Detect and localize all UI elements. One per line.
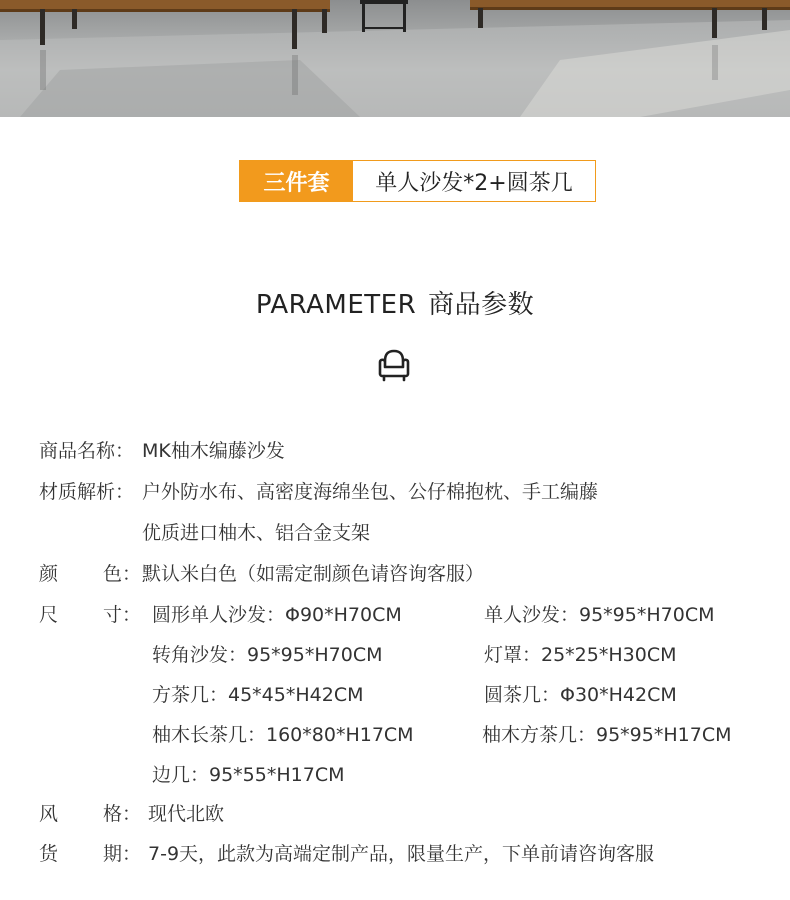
- size-item: 转角沙发：95*95*H70CM: [152, 644, 383, 666]
- param-material-line2: 优质进口柚木、铝合金支架: [142, 522, 371, 544]
- size-item: 单人沙发：95*95*H70CM: [484, 604, 715, 626]
- section-title-zh: 商品参数: [428, 290, 535, 320]
- param-style-label-a: 风: [39, 803, 59, 825]
- size-item: 圆形单人沙发：Φ90*H70CM: [152, 604, 402, 626]
- param-style-value: 现代北欧: [148, 803, 225, 825]
- size-item: 方茶几：45*45*H42CM: [152, 684, 364, 706]
- section-title: [0, 284, 790, 321]
- set-tag: 三件套: [240, 161, 353, 201]
- product-photo-drawing: [0, 0, 790, 117]
- set-label: [239, 160, 596, 202]
- size-item: 圆茶几：Φ30*H42CM: [484, 684, 677, 706]
- param-size-label-a: 尺: [39, 604, 59, 626]
- param-material-line1: 户外防水布、高密度海绵坐包、公仔棉抱枕、手工编藤: [142, 481, 599, 503]
- param-size-label-b: 寸：: [103, 604, 142, 626]
- param-name-value: MK柚木编藤沙发: [142, 440, 285, 462]
- size-item: 边几：95*55*H17CM: [152, 764, 345, 786]
- param-name-label: 商品名称：: [39, 440, 135, 462]
- param-color-label-b: 色：: [103, 563, 142, 585]
- param-color-label-a: 颜: [39, 563, 59, 585]
- size-item: 柚木方茶几：95*95*H17CM: [482, 724, 732, 746]
- set-description: 单人沙发*2+圆茶几: [353, 161, 595, 201]
- param-delivery-value: 7-9天，此款为高端定制产品，限量生产，下单前请咨询客服: [148, 843, 655, 865]
- param-delivery-label-a: 货: [39, 843, 59, 865]
- armchair-icon: [376, 347, 412, 383]
- product-photo: [0, 0, 790, 117]
- param-delivery-label-b: 期：: [103, 843, 142, 865]
- size-item: 柚木长茶几：160*80*H17CM: [152, 724, 414, 746]
- size-item: 灯罩：25*25*H30CM: [484, 644, 677, 666]
- param-material-label: 材质解析：: [39, 481, 135, 503]
- param-color-value: 默认米白色（如需定制颜色请咨询客服）: [142, 563, 485, 585]
- section-title-en: PARAMETER: [255, 290, 417, 320]
- param-style-label-b: 格：: [103, 803, 142, 825]
